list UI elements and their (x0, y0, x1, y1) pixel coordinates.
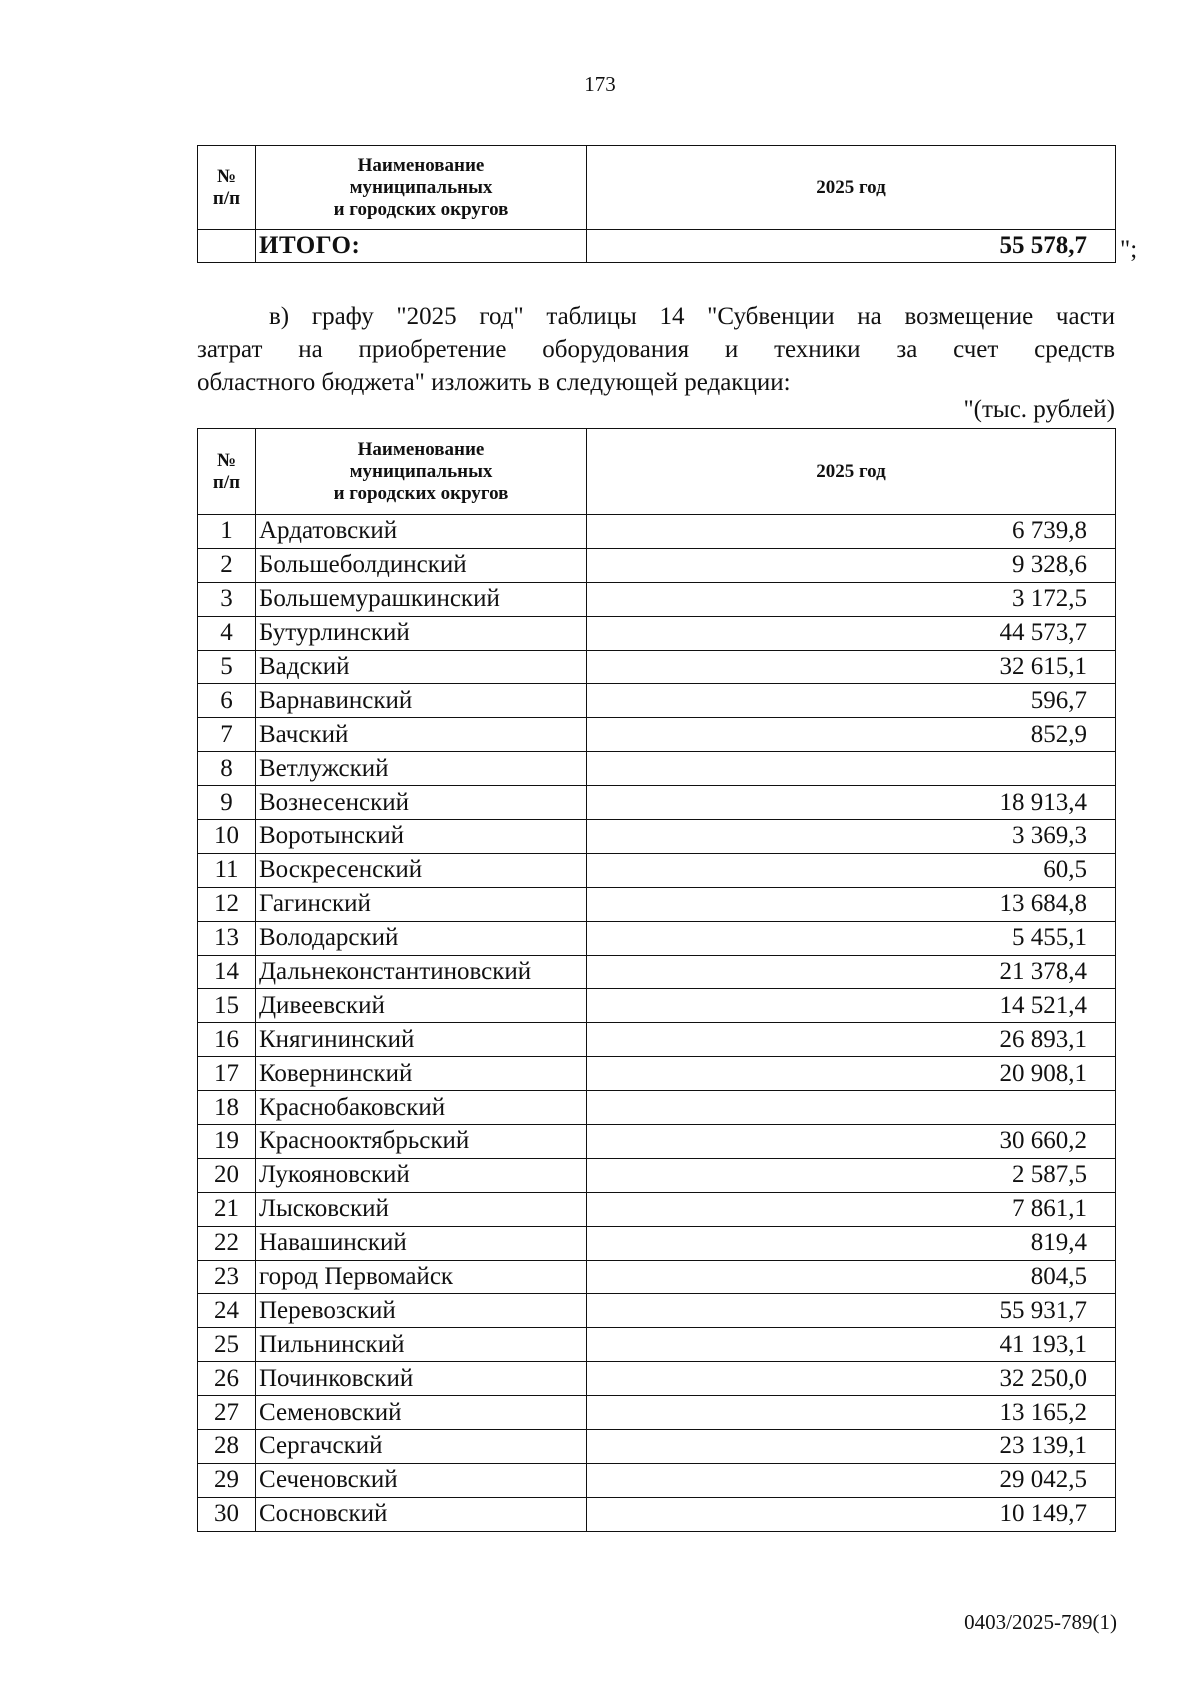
row-number: 12 (198, 887, 256, 921)
row-value (587, 752, 1116, 786)
row-name: Большеболдинский (256, 548, 587, 582)
table-row (198, 1023, 1116, 1057)
row-number: 26 (198, 1362, 256, 1396)
row-value: 29 042,5 (587, 1463, 1116, 1497)
row-value: 26 893,1 (587, 1023, 1116, 1057)
row-value: 9 328,6 (587, 548, 1116, 582)
row-value: 819,4 (587, 1226, 1116, 1260)
header-num (198, 429, 256, 515)
total-value: 55 578,7 (587, 230, 1116, 263)
row-number: 16 (198, 1023, 256, 1057)
row-name: Семеновский (256, 1396, 587, 1430)
row-name: Большемурашкинский (256, 582, 587, 616)
row-number: 17 (198, 1057, 256, 1091)
row-number: 8 (198, 752, 256, 786)
row-name: Вознесенский (256, 786, 587, 820)
row-name: Починковский (256, 1362, 587, 1396)
row-number: 23 (198, 1260, 256, 1294)
table-row (198, 955, 1116, 989)
table-header-row (198, 146, 1116, 230)
row-number: 14 (198, 955, 256, 989)
table-header-row (198, 429, 1116, 515)
total-label: ИТОГО: (256, 230, 587, 263)
header-year (587, 429, 1116, 515)
closing-quote: "; (1120, 236, 1138, 263)
row-name: Бутурлинский (256, 616, 587, 650)
header-num-text: № п/п (212, 449, 241, 493)
header-name-text: Наименование муниципальных и городских округов (333, 438, 509, 504)
table-row (198, 1497, 1116, 1531)
row-name: Дивеевский (256, 989, 587, 1023)
row-value: 5 455,1 (587, 921, 1116, 955)
table-row (198, 548, 1116, 582)
page-number: 173 (584, 72, 616, 96)
row-number: 1 (198, 515, 256, 549)
header-name-text: Наименование муниципальных и городских округов (333, 154, 509, 220)
amendment-paragraph (197, 300, 1115, 399)
row-name: Ковернинский (256, 1057, 587, 1091)
header-num (198, 146, 256, 230)
row-value: 44 573,7 (587, 616, 1116, 650)
row-name: Сосновский (256, 1497, 587, 1531)
row-name: Княгининский (256, 1023, 587, 1057)
row-value: 20 908,1 (587, 1057, 1116, 1091)
row-number: 2 (198, 548, 256, 582)
row-value: 596,7 (587, 684, 1116, 718)
row-value: 21 378,4 (587, 955, 1116, 989)
row-number: 10 (198, 820, 256, 854)
row-name: Пильнинский (256, 1328, 587, 1362)
table-row (198, 786, 1116, 820)
table-row (198, 820, 1116, 854)
row-number: 29 (198, 1463, 256, 1497)
row-name: Краснооктябрьский (256, 1125, 587, 1159)
table-row (198, 684, 1116, 718)
table-body (198, 515, 1116, 1532)
row-number: 15 (198, 989, 256, 1023)
table-row (198, 1396, 1116, 1430)
table-row (198, 1260, 1116, 1294)
row-name: Сеченовский (256, 1463, 587, 1497)
row-value: 30 660,2 (587, 1125, 1116, 1159)
table-row (198, 1362, 1116, 1396)
table-row (198, 718, 1116, 752)
row-name: Вадский (256, 650, 587, 684)
row-value: 41 193,1 (587, 1328, 1116, 1362)
row-name: Лысковский (256, 1192, 587, 1226)
row-name: Володарский (256, 921, 587, 955)
table-row (198, 515, 1116, 549)
row-value: 7 861,1 (587, 1192, 1116, 1226)
row-number: 19 (198, 1125, 256, 1159)
row-name: Дальнеконстантиновский (256, 955, 587, 989)
row-number: 5 (198, 650, 256, 684)
row-value: 13 684,8 (587, 887, 1116, 921)
header-year-text: 2025 год (816, 176, 886, 198)
row-name: Навашинский (256, 1226, 587, 1260)
row-value: 32 615,1 (587, 650, 1116, 684)
row-name: Сергачский (256, 1430, 587, 1464)
table-row (198, 616, 1116, 650)
table-row (198, 1226, 1116, 1260)
row-number: 7 (198, 718, 256, 752)
paragraph-line-1: в) графу "2025 год" таблицы 14 "Субвенции на возмещение части (269, 303, 1115, 330)
table-row (198, 1328, 1116, 1362)
table-row (198, 752, 1116, 786)
paragraph-line-3: областного бюджета" изложить в следующей редакции: (197, 369, 791, 396)
row-value (587, 1091, 1116, 1125)
subventions-table (197, 428, 1116, 1532)
row-number: 3 (198, 582, 256, 616)
row-value: 14 521,4 (587, 989, 1116, 1023)
row-value: 32 250,0 (587, 1362, 1116, 1396)
table-row (198, 650, 1116, 684)
row-value: 23 139,1 (587, 1430, 1116, 1464)
row-number: 28 (198, 1430, 256, 1464)
row-number: 13 (198, 921, 256, 955)
row-number: 4 (198, 616, 256, 650)
row-value: 10 149,7 (587, 1497, 1116, 1531)
table-row (198, 1430, 1116, 1464)
row-name: Воротынский (256, 820, 587, 854)
document-code: 0403/2025-789(1) (964, 1610, 1117, 1634)
row-number: 9 (198, 786, 256, 820)
table-row (198, 989, 1116, 1023)
row-name: Лукояновский (256, 1158, 587, 1192)
row-name: Вачский (256, 718, 587, 752)
row-name: город Первомайск (256, 1260, 587, 1294)
row-value: 6 739,8 (587, 515, 1116, 549)
total-num-cell (198, 230, 256, 263)
row-number: 20 (198, 1158, 256, 1192)
row-number: 30 (198, 1497, 256, 1531)
table-row (198, 1125, 1116, 1159)
header-num-text: № п/п (212, 165, 241, 209)
totals-table (197, 145, 1116, 263)
row-number: 6 (198, 684, 256, 718)
row-name: Ветлужский (256, 752, 587, 786)
table-row (198, 1463, 1116, 1497)
paragraph-line-2: затрат на приобретение оборудования и техники за счет средств (197, 336, 1115, 363)
header-name (256, 146, 587, 230)
row-number: 24 (198, 1294, 256, 1328)
row-value: 13 165,2 (587, 1396, 1116, 1430)
total-row (198, 230, 1116, 263)
row-number: 18 (198, 1091, 256, 1125)
row-name: Перевозский (256, 1294, 587, 1328)
row-value: 3 369,3 (587, 820, 1116, 854)
table-row (198, 887, 1116, 921)
row-value: 55 931,7 (587, 1294, 1116, 1328)
table-row (198, 582, 1116, 616)
units-note: "(тыс. рублей) (963, 396, 1115, 423)
row-number: 21 (198, 1192, 256, 1226)
row-name: Ардатовский (256, 515, 587, 549)
table-row (198, 1294, 1116, 1328)
row-number: 11 (198, 853, 256, 887)
row-number: 25 (198, 1328, 256, 1362)
table-row (198, 1057, 1116, 1091)
header-year (587, 146, 1116, 230)
row-value: 804,5 (587, 1260, 1116, 1294)
row-value: 2 587,5 (587, 1158, 1116, 1192)
table-row (198, 1158, 1116, 1192)
row-number: 22 (198, 1226, 256, 1260)
row-name: Краснобаковский (256, 1091, 587, 1125)
table-row (198, 853, 1116, 887)
header-name (256, 429, 587, 515)
row-value: 852,9 (587, 718, 1116, 752)
table-row (198, 1091, 1116, 1125)
row-name: Варнавинский (256, 684, 587, 718)
row-name: Воскресенский (256, 853, 587, 887)
row-value: 60,5 (587, 853, 1116, 887)
row-value: 18 913,4 (587, 786, 1116, 820)
row-number: 27 (198, 1396, 256, 1430)
table-row (198, 921, 1116, 955)
header-year-text: 2025 год (816, 460, 886, 482)
row-name: Гагинский (256, 887, 587, 921)
table-row (198, 1192, 1116, 1226)
row-value: 3 172,5 (587, 582, 1116, 616)
